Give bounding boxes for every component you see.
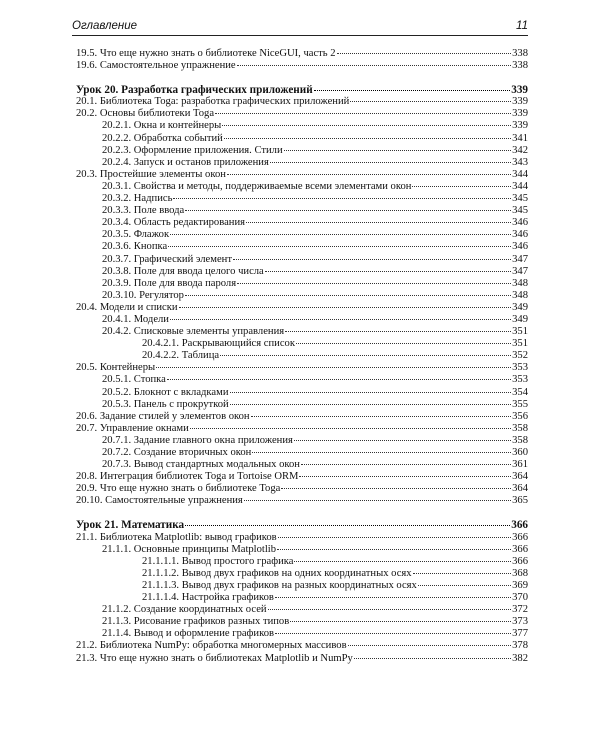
running-header — [72, 20, 528, 36]
toc-entry-page: 347 — [512, 253, 528, 265]
toc-entry-page: 344 — [512, 168, 528, 180]
toc-entry-title: 21.1.1. Основные принципы Matplotlib — [102, 543, 277, 555]
dot-leader — [299, 475, 511, 477]
toc-entry[interactable] — [76, 60, 528, 72]
toc-entry-title: 20.7.3. Вывод стандартных модальных окон — [102, 459, 300, 471]
toc-entry-page: 346 — [512, 241, 528, 253]
group-spacer — [76, 72, 528, 84]
toc-entry-page: 346 — [512, 217, 528, 229]
dot-leader — [350, 100, 511, 102]
dot-leader — [251, 415, 512, 417]
toc-entry-page: 368 — [512, 567, 528, 579]
toc-entry-page: 351 — [512, 326, 528, 338]
toc-entry[interactable] — [76, 459, 528, 471]
toc-entry[interactable] — [76, 423, 528, 435]
toc-entry[interactable] — [76, 483, 528, 495]
dot-leader — [220, 354, 511, 356]
toc-entry-title: 20.5. Контейнеры — [76, 362, 156, 374]
toc-entry[interactable] — [76, 592, 528, 604]
toc-entry-title: 20.8. Интеграция библиотек Toga и Tortoise ORM — [76, 471, 299, 483]
toc-entry-title: 20.6. Задание стилей у элементов окон — [76, 410, 250, 422]
dot-leader — [285, 330, 511, 332]
toc-entry-page: 345 — [512, 193, 528, 205]
toc-entry-page: 345 — [512, 205, 528, 217]
toc-entry[interactable] — [76, 580, 528, 592]
dot-leader — [284, 149, 511, 151]
toc-entry-page: 360 — [512, 447, 528, 458]
toc-entry[interactable] — [76, 157, 528, 169]
toc-entry-title: 20.3.4. Область редактирования — [102, 217, 245, 229]
toc-entry-title: 20.3.6. Кнопка — [102, 241, 168, 253]
toc-entry-title: 21.1.1.1. Вывод простого графика — [142, 555, 294, 567]
toc-entry-page: 358 — [512, 422, 528, 434]
toc-entry-title: 20.4. Модели и списки — [76, 301, 178, 313]
dot-leader — [354, 657, 511, 659]
toc-entry[interactable] — [76, 145, 528, 157]
toc-entry[interactable] — [76, 229, 528, 241]
toc-entry[interactable] — [76, 120, 528, 132]
toc-entry-page: 352 — [512, 350, 528, 362]
table-of-contents — [76, 48, 528, 665]
toc-entry[interactable] — [76, 653, 528, 665]
toc-entry-title: 21.3. Что еще нужно знать о библиотеках Matplotlib и NumPy — [76, 652, 353, 664]
dot-leader — [230, 391, 512, 393]
toc-entry-page: 370 — [512, 592, 528, 604]
toc-entry-title: 21.1.4. Вывод и оформление графиков — [102, 628, 275, 640]
dot-leader — [167, 378, 511, 380]
dot-leader — [230, 403, 511, 405]
dot-leader — [252, 451, 511, 453]
toc-entry-title: 20.7.1. Задание главного окна приложения — [102, 434, 293, 446]
toc-entry-page: 358 — [512, 434, 528, 446]
dot-leader — [275, 632, 511, 634]
toc-entry-page: 349 — [512, 301, 528, 313]
dot-leader — [270, 161, 511, 163]
toc-entry[interactable] — [76, 326, 528, 338]
dot-leader — [268, 608, 512, 610]
toc-entry-title: Урок 21. Математика — [76, 519, 185, 532]
toc-entry[interactable] — [76, 266, 528, 278]
toc-entry-title: 20.3.8. Поле для ввода целого числа — [102, 265, 264, 277]
toc-entry-title: 21.1.1.3. Вывод двух графиков на разных координатных осях — [142, 579, 417, 591]
toc-entry-title: 20.7.2. Создание вторичных окон — [102, 447, 252, 458]
dot-leader — [275, 596, 511, 598]
dot-leader — [294, 560, 511, 562]
toc-entry-title: 21.1.1.4. Настройка графиков — [142, 592, 274, 604]
toc-chapter-entry[interactable] — [76, 519, 528, 531]
toc-entry[interactable] — [76, 133, 528, 145]
toc-entry[interactable] — [76, 350, 528, 362]
dot-leader — [156, 366, 511, 368]
dot-leader — [281, 487, 511, 489]
toc-entry[interactable] — [76, 193, 528, 205]
toc-entry-page: 339 — [512, 108, 528, 120]
toc-entry-title: 19.6. Самостоятельное упражнение — [76, 60, 236, 72]
dot-leader — [168, 245, 511, 247]
toc-entry-title: 21.2. Библиотека NumPy: обработка многомерных массивов — [76, 640, 347, 652]
toc-entry-title: 20.4.1. Модели — [102, 313, 169, 325]
toc-entry-page: 342 — [512, 144, 528, 156]
toc-entry-title: 20.5.2. Блокнот с вкладками — [102, 386, 229, 398]
toc-entry-page: 344 — [512, 180, 528, 192]
toc-entry[interactable] — [76, 411, 528, 423]
toc-chapter-entry[interactable] — [76, 84, 528, 96]
toc-entry-page: 372 — [512, 604, 528, 616]
toc-entry-title: 20.7. Управление окнами — [76, 422, 189, 434]
toc-entry[interactable] — [76, 169, 528, 181]
toc-entry-title: 20.2.4. Запуск и останов приложения — [102, 156, 269, 168]
toc-entry-title: 21.1.1.2. Вывод двух графиков на одних координатных осях — [142, 567, 412, 579]
toc-entry-title: 21.1.2. Создание координатных осей — [102, 604, 267, 616]
toc-entry[interactable] — [76, 544, 528, 556]
toc-entry-page: 353 — [512, 362, 528, 374]
dot-leader — [179, 306, 512, 308]
toc-entry-title: 20.1. Библиотека Toga: разработка графических приложений — [76, 96, 350, 108]
dot-leader — [301, 463, 511, 465]
toc-entry[interactable] — [76, 48, 528, 60]
toc-entry-title: 20.5.1. Стопка — [102, 374, 166, 386]
toc-entry-title: 20.9. Что еще нужно знать о библиотеке Toga — [76, 483, 281, 495]
toc-entry-page: 338 — [512, 60, 528, 72]
dot-leader — [244, 499, 511, 501]
toc-entry-title: 20.3.10. Регулятор — [102, 289, 184, 301]
toc-entry-page: 349 — [512, 313, 528, 325]
toc-entry-page: 366 — [512, 555, 528, 567]
dot-leader — [277, 548, 511, 550]
toc-entry[interactable] — [76, 435, 528, 447]
toc-entry-title: 20.4.2.2. Таблица — [142, 350, 220, 362]
toc-entry[interactable] — [76, 217, 528, 229]
toc-entry[interactable] — [76, 96, 528, 108]
toc-entry[interactable] — [76, 604, 528, 616]
dot-leader — [185, 524, 510, 526]
toc-entry[interactable] — [76, 241, 528, 253]
toc-entry-title: 20.10. Самостоятельные упражнения — [76, 495, 243, 507]
dot-leader — [227, 173, 511, 175]
dot-leader — [170, 233, 511, 235]
toc-entry-page: 339 — [512, 120, 528, 132]
toc-entry[interactable] — [76, 495, 528, 507]
toc-entry-title: 20.3.5. Флажок — [102, 229, 170, 241]
toc-entry-page: 338 — [512, 48, 528, 59]
toc-entry[interactable] — [76, 640, 528, 652]
dot-leader — [215, 112, 511, 114]
dot-leader — [413, 572, 512, 574]
toc-entry[interactable] — [76, 471, 528, 483]
toc-entry-page: 339 — [511, 84, 528, 97]
toc-entry-title: 20.3. Простейшие элементы окон — [76, 168, 226, 180]
dot-leader — [278, 536, 511, 538]
toc-entry[interactable] — [76, 338, 528, 350]
toc-entry-title: 19.5. Что еще нужно знать о библиотеке NiceGUI, часть 2 — [76, 48, 336, 59]
toc-entry-page: 365 — [512, 495, 528, 507]
toc-entry[interactable] — [76, 532, 528, 544]
toc-entry-page: 348 — [512, 289, 528, 301]
dot-leader — [222, 124, 511, 126]
toc-entry-page: 346 — [512, 229, 528, 241]
toc-entry[interactable] — [76, 290, 528, 302]
dot-leader — [348, 644, 512, 646]
toc-entry-page: 366 — [512, 543, 528, 555]
toc-entry-page: 339 — [512, 96, 528, 108]
dot-leader — [173, 197, 511, 199]
toc-entry[interactable] — [76, 616, 528, 628]
toc-entry-page: 351 — [512, 338, 528, 350]
toc-entry-page: 373 — [512, 616, 528, 628]
toc-entry-page: 348 — [512, 277, 528, 289]
toc-entry-title: 21.1. Библиотека Matplotlib: вывод графиков — [76, 531, 277, 543]
toc-entry-page: 354 — [512, 386, 528, 398]
toc-entry[interactable] — [76, 387, 528, 399]
dot-leader — [314, 89, 511, 91]
toc-entry-page: 347 — [512, 265, 528, 277]
toc-entry[interactable] — [76, 362, 528, 374]
dot-leader — [233, 258, 511, 260]
toc-entry-page: 353 — [512, 374, 528, 386]
dot-leader — [190, 427, 511, 429]
toc-entry-page: 364 — [512, 471, 528, 483]
toc-entry-title: 20.3.2. Надпись — [102, 193, 173, 205]
toc-entry-page: 341 — [512, 132, 528, 144]
toc-entry-page: 366 — [511, 519, 528, 532]
toc-entry-page: 366 — [512, 531, 528, 543]
toc-entry-title: 20.4.2. Списковые элементы управления — [102, 326, 285, 338]
toc-entry[interactable] — [76, 302, 528, 314]
toc-entry-page: 343 — [512, 156, 528, 168]
toc-entry[interactable] — [76, 278, 528, 290]
toc-entry-page: 361 — [512, 459, 528, 471]
dot-leader — [224, 137, 511, 139]
header-title: Оглавление — [72, 20, 137, 32]
toc-entry-page: 382 — [512, 652, 528, 664]
dot-leader — [185, 294, 511, 296]
toc-entry-title: 20.3.9. Поле для ввода пароля — [102, 277, 237, 289]
toc-entry[interactable] — [76, 628, 528, 640]
toc-entry[interactable] — [76, 181, 528, 193]
toc-entry-title: 20.2.2. Обработка событий — [102, 132, 223, 144]
toc-entry-title: 20.4.2.1. Раскрывающийся список — [142, 338, 295, 350]
toc-entry[interactable] — [76, 374, 528, 386]
header-page-number: 11 — [516, 20, 528, 32]
toc-entry[interactable] — [76, 399, 528, 411]
toc-entry-title: 20.2. Основы библиотеки Toga — [76, 108, 215, 120]
dot-leader — [265, 270, 511, 272]
toc-entry[interactable] — [76, 447, 528, 459]
toc-entry-page: 378 — [512, 640, 528, 652]
toc-entry-page: 355 — [512, 398, 528, 410]
toc-entry[interactable] — [76, 568, 528, 580]
dot-leader — [337, 52, 512, 54]
group-spacer — [76, 507, 528, 519]
toc-entry-title: 20.2.1. Окна и контейнеры — [102, 120, 222, 132]
dot-leader — [185, 209, 511, 211]
dot-leader — [290, 620, 511, 622]
dot-leader — [237, 64, 511, 66]
dot-leader — [294, 439, 511, 441]
dot-leader — [170, 318, 511, 320]
toc-entry-title: 20.2.3. Оформление приложения. Стили — [102, 144, 283, 156]
toc-entry-title: 21.1.3. Рисование графиков разных типов — [102, 616, 290, 628]
toc-entry-page: 377 — [512, 628, 528, 640]
dot-leader — [412, 185, 511, 187]
toc-entry-page: 364 — [512, 483, 528, 495]
toc-entry[interactable] — [76, 314, 528, 326]
dot-leader — [296, 342, 511, 344]
toc-entry[interactable] — [76, 556, 528, 568]
dot-leader — [246, 221, 511, 223]
toc-entry-page: 356 — [512, 410, 528, 422]
toc-entry[interactable] — [76, 254, 528, 266]
dot-leader — [237, 282, 511, 284]
toc-entry-title: 20.3.1. Свойства и методы, поддерживаемые всеми элементами окон — [102, 180, 412, 192]
toc-entry[interactable] — [76, 205, 528, 217]
toc-entry-title: Урок 20. Разработка графических приложений — [76, 84, 313, 97]
toc-entry-title: 20.3.3. Поле ввода — [102, 205, 185, 217]
toc-entry-title: 20.5.3. Панель с прокруткой — [102, 398, 229, 410]
dot-leader — [418, 584, 511, 586]
toc-entry[interactable] — [76, 108, 528, 120]
toc-entry-page: 369 — [512, 579, 528, 591]
toc-entry-title: 20.3.7. Графический элемент — [102, 253, 232, 265]
